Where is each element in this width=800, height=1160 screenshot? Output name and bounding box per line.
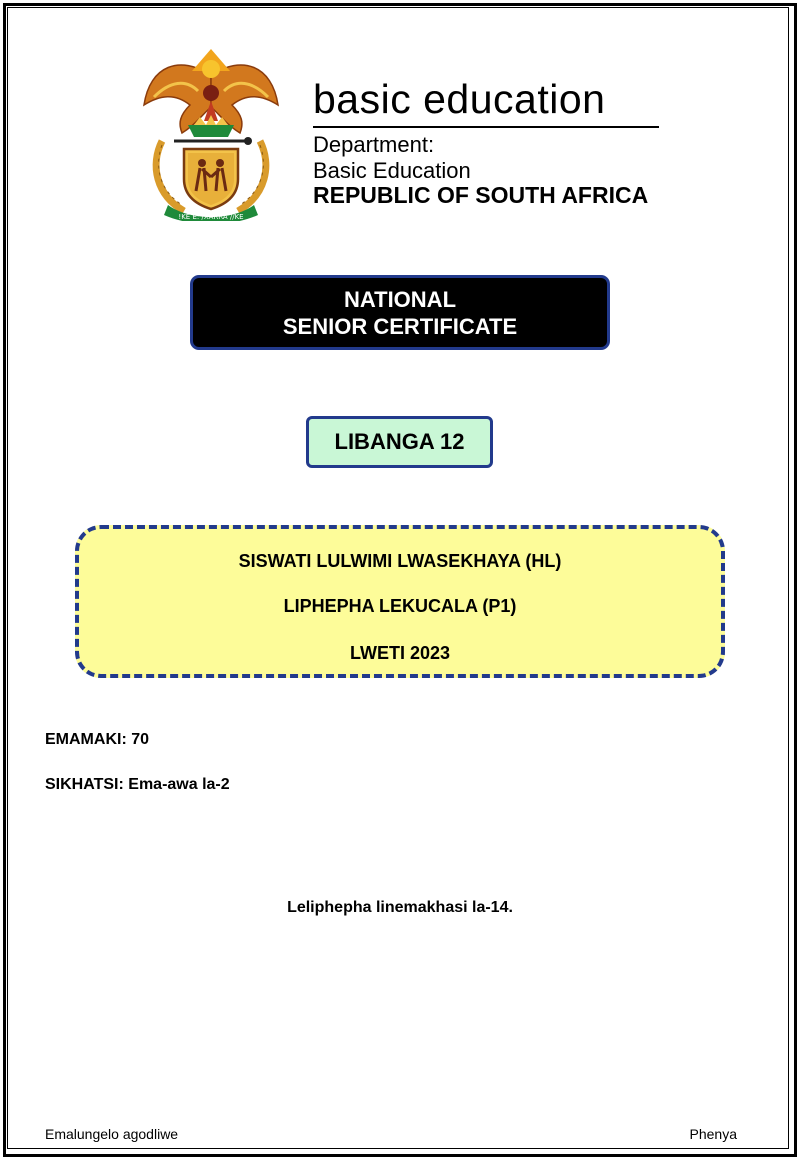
crest-motto: !KE E: /XARRA //KE (178, 213, 244, 221)
subject-panel (75, 525, 725, 678)
exam-session: LWETI 2023 (349, 643, 451, 663)
page-count-note: Leliphepha linemakhasi la-14. (287, 899, 513, 916)
country-name: REPUBLIC OF SOUTH AFRICA (313, 182, 649, 208)
time-value: Ema-awa la-2 (128, 776, 230, 793)
department-name: Basic Education (313, 158, 471, 183)
time-label: SIKHATSI: (45, 776, 124, 793)
certificate-banner (190, 275, 610, 350)
certificate-line-2: SENIOR CERTIFICATE (282, 313, 518, 339)
brand-name: basic education (313, 76, 606, 122)
copyright-note: Emalungelo agodliwe (45, 1126, 179, 1142)
time-row (45, 776, 230, 794)
department-label: Department: (313, 132, 435, 157)
marks-label: EMAMAKI: (45, 731, 127, 748)
marks-value: 70 (131, 731, 150, 748)
subject-name: SISWATI LULWIMI LWASEKHAYA (HL) (238, 551, 562, 571)
grade-badge: LIBANGA 12 (306, 416, 493, 468)
turn-over-note: Phenya (689, 1126, 737, 1142)
marks-row (45, 731, 149, 749)
paper-number: LIPHEPHA LEKUCALA (P1) (283, 596, 517, 616)
coat-of-arms-icon (140, 45, 282, 221)
brand-divider (313, 126, 659, 128)
certificate-line-1: NATIONAL (343, 286, 457, 312)
